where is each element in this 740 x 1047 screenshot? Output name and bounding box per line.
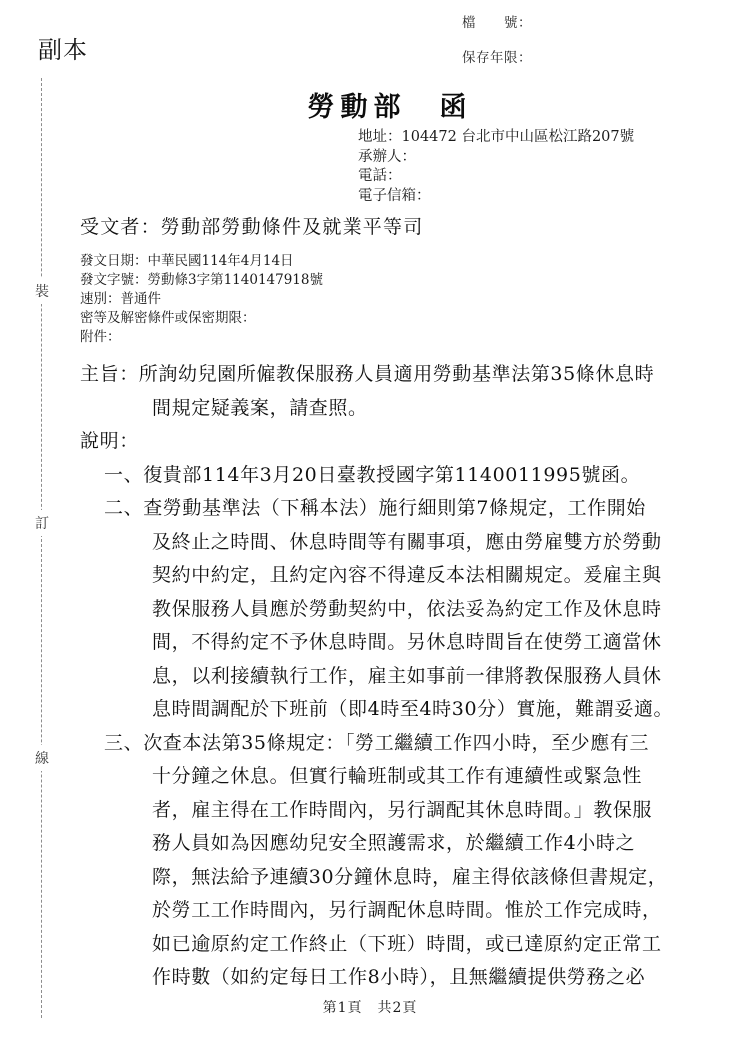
explanation-item-1-line-0: 一、復貴部114年3月20日臺教授國字第1140011995號函。 xyxy=(104,463,641,486)
meta-classification: 密等及解密條件或保密期限： xyxy=(80,310,256,326)
explanation-item-2-line-2: 契約中約定，且約定內容不得違反本法相關規定。爰雇主與 xyxy=(152,564,662,586)
explanation-item-3-line-7: 作時數（如約定每日工作8小時），且無繼續提供勞務之必 xyxy=(152,966,646,988)
subject-line-0: 主旨：所詢幼兒園所僱教保服務人員適用勞動基準法第35條休息時 xyxy=(80,363,655,385)
sender-contact-block xyxy=(358,128,634,206)
explanation-item-3-line-1: 十分鐘之休息。但實行輪班制或其工作有連續性或緊急性 xyxy=(152,765,643,787)
document-body xyxy=(80,358,680,995)
page-footer: 第1頁 共2頁 xyxy=(322,1000,418,1016)
binding-line xyxy=(41,78,42,1018)
explanation-item-3-line-3: 務人員如為因應幼兒安全照護需求，於繼續工作4小時之 xyxy=(152,832,636,854)
explanation-item-3-line-6: 如已逾原約定工作終止（下班）時間，或已達原約定正常工 xyxy=(152,932,662,955)
meta-issue-date: 發文日期：中華民國114年4月14日 xyxy=(80,253,294,269)
explanation-item-2 xyxy=(80,492,680,727)
subject-section xyxy=(80,358,680,425)
meta-doc-number: 發文字號：勞動條3字第1140147918號 xyxy=(80,272,323,288)
file-number-label: 檔 號： xyxy=(462,15,532,31)
explanation-item-3-line-5: 於勞工工作時間內，另行調配休息時間。惟於工作完成時， xyxy=(152,899,662,921)
retention-period-label: 保存年限： xyxy=(462,49,532,66)
binding-char-zhuang: 裝 xyxy=(30,278,54,304)
explanation-item-2-line-3: 教保服務人員應於勞動契約中，依法妥為約定工作及休息時 xyxy=(152,597,662,620)
binding-char-xian: 線 xyxy=(30,745,54,771)
document-meta-block xyxy=(80,252,323,347)
explanation-item-3-line-0: 三、次查本法第35條規定：「勞工繼續工作四小時，至少應有三 xyxy=(104,731,650,754)
explanation-item-3-line-2: 者，雇主得在工作時間內，另行調配其休息時間。」教保服 xyxy=(152,798,653,821)
explanation-item-2-line-0: 二、查勞動基準法（下稱本法）施行細則第7條規定，工作開始 xyxy=(104,497,646,519)
subject-line-1: 間規定疑義案，請查照。 xyxy=(152,396,368,419)
binding-char-ding: 訂 xyxy=(30,510,54,536)
recipient-line: 受文者：勞動部勞動條件及就業平等司 xyxy=(80,216,424,238)
explanation-item-3-line-4: 際，無法給予連續30分鐘休息時，雇主得依該條但書規定， xyxy=(152,865,668,888)
sender-email: 電子信箱： xyxy=(358,187,431,204)
sender-address: 地址：104472 台北市中山區松江路207號 xyxy=(358,129,635,145)
explanation-item-2-line-6: 息時間調配於下班前（即4時至4時30分）實施，難謂妥適。 xyxy=(152,698,674,720)
copy-stamp: 副本 xyxy=(38,36,88,64)
explanation-item-1 xyxy=(80,459,680,493)
explanation-item-2-line-1: 及終止之時間、休息時間等有關事項，應由勞雇雙方於勞動 xyxy=(152,530,662,553)
explanation-item-2-line-4: 間，不得約定不予休息時間。另休息時間旨在使勞工適當休 xyxy=(152,631,662,653)
explanation-section xyxy=(80,425,680,995)
document-title: 勞動部 函 xyxy=(307,92,473,123)
explanation-item-2-line-5: 息，以利接續執行工作，雇主如事前一律將教保服務人員休 xyxy=(152,664,662,687)
sender-officer: 承辦人： xyxy=(358,148,416,165)
meta-attachment: 附件： xyxy=(80,329,121,345)
explanation-item-3 xyxy=(80,727,680,995)
sender-phone: 電話： xyxy=(358,168,402,184)
archive-fields xyxy=(462,16,702,66)
explanation-label: 說明： xyxy=(80,430,139,452)
meta-speed: 速別：普通件 xyxy=(80,291,161,307)
